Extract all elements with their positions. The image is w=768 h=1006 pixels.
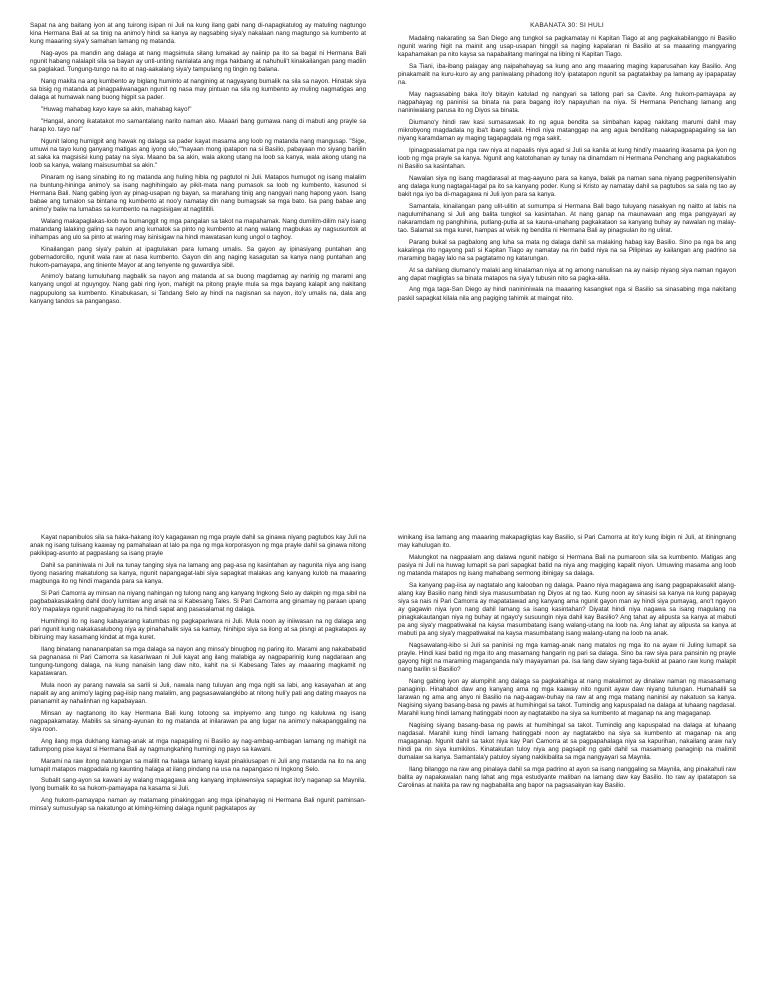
paragraph: Nang gabing iyon ay alumpihit ang dalaga sa pagkakahiga at nang makalimot ay dinalaw naman ng masasamang panaginip. Hinahabol daw ang kanyang ama ng mga kaaway nito ngunit ayaw daw niyang tulungan. Humahalili sa larawan ng ama ang anyo ni Basilio na nag-aagaw-buhay na raw at ang mga matang naninisi ay nakatuon sa kanya. Nagising siyang basang-basa ng pawis at humihingal sa takot. Tumindig ang kapuspalad na dalaga at luhaang nagdasal. Marahil kung hindi lamang hatinggabi noon ay nagtatakbo na siya sa kumbento at maganap na ang magaganap. [398, 677, 736, 718]
paragraph: Ngunit lalong humigpit ang hawak ng dalaga sa pader kayat masama ang loob ng matanda nang mangusap. "Sige, umuwi na tayo kung ganyang matigas ang iyong ulo,""hayaan mong ipatapon na si Basilio, pabayaan mo siyang bariilin at saka ka magsisisi kung patay na siya. Maano ba sa akin, wala akong utang na loob sa kanya, wala akong utang na loob sa kanya, walang maisusumbat sa akin." [30, 137, 366, 169]
paragraph: Humihingi ito ng isang kabayarang katumbas ng pagkapariwara ni Juli. Mula noon ay iniiwasan na ng dalaga ang pari ngunit kung nakakasalubong niya ay pinahahalik siya sa kamay, hinihipo siya sa ilong at sa pisngi at pagkatapos ay bibiruing may kasamang kindat at mga kuret. [30, 617, 366, 641]
paragraph: "Huwag mahabag kayo kaye sa akin, mahabag kayo!" [41, 105, 192, 113]
paragraph: Samantala, kinailangan pang ulit-ulitin at sumumpa si Hermana Bali bago tuluyang nasakyan ng naitto at labis na nagulumihanang si Juli ang balita tungkol sa kasintahan. At nang ganap na maunawaan ang mga pangyayari ay nakaramdam ng panghihina, putlang-putla at sa kauna-unahang pagkakataon sa kanyang buhay ay nawalan ng malay-tao. Salamat sa mga kuret, hampas at wisik ng bendita ni Hermana Bali ay pinagsulan ito ng ulirat. [398, 202, 736, 234]
paragraph: Ang mga taga-San Diego ay hindi nanininiwala na maaaring kasangket nga si Basilio sa sinasabing mga nakitang paskil sapagkat kilala nila ang pagiging tahimik at maingat nito. [398, 286, 736, 302]
paragraph: At sa dahilang diumano'y malaki ang kinalaman niya at ng among nanulisan na ay naisip niyang siya naman ngayon ang dapat magligtas sa binata matapos na siya'y tubusin nito sa pagka-alila. [398, 266, 736, 282]
paragraph: Nag-ayos pa mandin ang dalaga at nang magsimula silang lumakad ay naiinip pa ito sa bagal ni Hermana Bali ngunit habang nalalapit sila sa bayan ay unti-unting nanlalata ang mga hakbang at nahuhuli't kinakailangan pang madiin sa paglakad. Tungung-tungo na ito at nag-aakalang siya'y tampulang ng tingin ng balana. [30, 49, 366, 74]
bottom-left-column [30, 534, 366, 999]
chapter-title: KABANATA 30: SI HULI [530, 22, 604, 29]
paragraph: Walang makapaglakas-loob na bumanggit ng mga pangalan sa takot na mapahamak. Nang dumilim-dilim na'y isang matandang lalaking galing sa nayon ang kumatok sa pinto ng kumbento at nang walang magbukas ay nagsusuntok at inihampas ang ulo sa pinto at waring may isinisigaw na hindi mawatasan kung ungol o taghoy. [30, 217, 366, 241]
paragraph: Subalit sang-ayon sa kawani ay walang magagawa ang kanyang impluwensiya sapagkat ito'y naganap sa Maynila. Iyong bumalik ito sa hukom-pamayapa na kasama si Juli. [30, 777, 366, 793]
paragraph: Madaling nakarating sa San Diego ang tungkol sa pagkamatay ni Kapitan Tiago at ang pagkakabilanggo ni Basilio ngunit waring higit na mainit ang usap-usapan hinggil sa naging kapalaran ni Basilio at sa maaaring mangyaring kapahamakan pa nito kaysa sa napabalitang maringal na libing ni Kapitan Tiago. [398, 35, 736, 59]
paragraph: Nawalan siya ng isang magdarasal at mag-aayuno para sa kanya, balak pa naman sana niyang pagpenitensiyahin ang dalaga kung nagtagal-tagal pa ito sa kanyang poder. Kung si Kristo ay namatay dahil sa pagtubos sa sala ng tao ay bakit nga iyo ba di-magagawa ni Juli iyon para sa kanya. [398, 174, 736, 198]
paragraph: May nagsasabing baka ito'y bitayin katulad ng nangyari sa tatlong pari sa Cavite. Ang hukom-pamayapa ay nagpahayag ng paninisi sa binata na para bagang ito'y napayuhan na niya. Si Hermana Penchang lamang ang naniniwalang parusa ito ng Diyos sa binata. [398, 90, 736, 115]
top-left-column [30, 22, 366, 512]
paragraph: Mula noon ay parang nawala sa sarili si Juli, nawala nang tuluyan ang mga ngiti sa labi, ang kasayahan at ang napalit ay ang animo'y laging pag-iisip nang malalim, ang pagsasawalangkibo at nitong huli'y pati ang dating maayos na pananamit ay nahalinhan ng kapabayaan. [30, 681, 366, 705]
paragraph: Parang bukal sa pagbalong ang luha sa mata ng dalaga dahil sa malaking habag kay Basilio. Sino pa nga ba ang kakalinga rito ngayong patì si Kapitan Tiago ay namatay na rin batid niya na sa Pilipinas ay kailangan ang padrino sa maraming bagay lalo na sa pagtatamo ng katarungan. [398, 238, 736, 262]
paragraph: Sa kanyang pag-iisa ay nagtatalo ang kalooban ng dalaga. Paano niya magagawa ang isang pagpapakasakit alang-alang kay Basilio nang hindi siya masusumbatan ng Diyos at ng tao. Kung noon ay sinasisi sa kanya na kung papayag siya sa nais ni Pari Camorra ay mapatatawad ang kanyang ama ngunit gayon man ay hindi siya pumayag, ano't ngayon ay gagawin niya iyon nang dahil lamang sa isang kasintahan? Diyatat hindi niya nagawa sa isang magulang na pinagkakautangan niya ng buhay at ngayo'y susuungin niya dahil kay Basilio? Ang tahat ay alipusta sa kanya at mabuti pa ang siya'y magpatiwakal na kaysa masumbatang isang walang-utang na loob na. Ang lahat ay alipusta sa kanya at mabuti pa ang siya'y magpatiwakal na kaysa masumbatang isang walang-utang na loob na anak. [398, 581, 736, 638]
paragraph: Ang ilang mga dukhang kamag-anak at mga napagaling ni Basilio ay nag-ambag-ambagan lamang ng mahigit na tatlumpong pise kayat si Hermana Bali ay nagmungkahing humingi ng payo sa kawani. [30, 737, 366, 753]
paragraph: Nagsawalang-kibo si Juli sa paninisi ng mga kamag-anak nang matalos ng mga ito na ayaw ni Juling lumapit sa prayle. Hindi kasi batid ng mga ito ang masamang hangarin ng pari sa dalaga. Sino ba raw siya para pansinin ng prayle gayong higit na maraming maganganda na'y mayayaman pa. Isa lang daw siyang taga-bukid at paano raw kung malapit nang barilin si Basilio? [398, 641, 736, 674]
paragraph: Pinaram ng isang sinabing ito ng matanda ang huling hibla ng pagtutol ni Juli. Matapos humugot ng isang malalim na buntung-hininga animo'y sa isang naghihingalo ay pikit-mata nang pumasok sa loob ng kumbento, kasunod si Hermana Bali. Nang gabing iyon ay pinag-usapan ng bayan, sa marahang tinig ang nangyari nang hapong yaon. Isang babae ang tumalon sa bintana ng kumbento at noo'y namatay din nang bumagsak sa mga bato. Isa pang babae ang animo'y baliw na lumabas sa kumbento na nagsisigaw at nagtititili. [30, 173, 366, 213]
paragraph: Minsan ay nagtanong ito kay Hermana Bali kung totoong sa impiyerno ang tungo ng kaluluwa ng isang nagpapakamatay. Mabilis sa sinang-ayunan ito ng matanda at inilarawan pa ang lugar na animo'y nakapanggaling na siya roon. [30, 709, 366, 733]
paragraph: Ipinagpasalamat pa nga raw niya at napaalis niya agad si Juli sa kanila at kung hindi'y maaaring ikasama pa iyon ng loob ng mga prayle sa kanya. Ngunit ang katotohanan ay tunay na dinamdam ni Hermana Penchang ang pagkakatubos ni Basilio sa kasintahan. [398, 146, 736, 170]
paragraph: Ilang binatang nanananpatan sa mga dalaga sa nayon ang minsa'y binugbog ng paring ito. Marami ang nakababatid sa pagnanasa ni Pari Camorra sa kasariwaan ni Juli kayat ang ilang malabiga ay nagpaparinig kung nagdaraan ang tungung-tungong dalaga, na kung nanaisin lang daw nito, kahit na si Kabesang Tales ay maaaring magkamit ng kapatawaran. [30, 645, 366, 677]
paragraph: Nang makita na ang kumbento ay biglang huminto at nangining at nagyayang bumalik na sila sa nayon. Hinatak siya sa bisig ng matanda at pinagpaliwanagan ngunit ng nasa may pintuan na sila ng kumbento ay muling nagmatigas ang dalaga at humawak nang buong higpit sa pader. [30, 77, 366, 101]
paragraph: Kinailangan pang siya'y paluin at ipagtulakan para lumang umalis. Sa gayon ay ipinasiyang puntahan ang gobernadorcillo, ngunit wala raw at nasa kumbento. Gayon din ang naging kasagutan sa kanya nang puntahan ang hukom-pamayapa, ang tiniente Mayor at ang tenyente ng guwardiya sibil. [30, 245, 366, 269]
paragraph: Ilang bilanggo na raw ang pinalaya dahil sa mga padrino at ayon sa isang nanggaling sa Maynila, ang pinakahuli raw balita ay napakawalan nang lahat ang mga estudyante maliban na lamang daw kay Basilio. Ito raw ay ipatatapon sa Carolinas at nakita pa raw ng nagbabalita ang bapor na pagsasakyan kay Basilio. [398, 766, 736, 790]
paragraph: Marami na raw itong natulungan sa malilit na halaga lamang kayat pinakiusapan ni Juli ang matanda na ito na ang lumapit matapos magpadala ng kaunting halaga at ilang pindang na usa na napangaso ni Ingkong Selo. [30, 757, 366, 773]
paragraph: winikang iisa lamang ang maaaring makapagligtas kay Basilio, si Pari Camorra at ito'y kung ibigin ni Juli, at itiningnang may kahulugan ito. [398, 534, 736, 550]
paragraph: Kayat napanibulos sila sa haka-hakang ito'y kagagawan ng mga prayle dahil sa ginawa niyang pagtubos kay Juli na anak ng isang tulisang kaaway ng pamahalaan at lalo pa nga ng mga korporasyon ng mga prayle dahil sa ginawa nitong pakikipag-asunto at pagpaslang sa isang prayle [30, 534, 366, 558]
paragraph: Sa Tiani, iba-ibang palagay ang naipahahayag sa kung ano ang maaaring maging kaparusahan kay Basilio. Ang pinakamalit na kuru-kuro ay ang paniwalang pihadong ito'y ipatatapon ngunit sa pagtatakbay pa lamang ay ipapapatay na. [398, 62, 736, 87]
paragraph: Malungkot na nagpaalam ang dalawa ngunit nabigo si Hermana Bali na pumaroon sila sa kumbento. Matigas ang pasiya ni Juli na huwag lumapit sa pari sapagkat batid na niya ang magiging kapalit niyon. Umuwing masama ang loob ng matanda matapos ng isang mahabang sermong ibinigay sa dalaga. [398, 553, 736, 577]
bottom-right-column [398, 534, 736, 999]
paragraph: "Hangal, anong ikatatakot mo samantalang narito naman ako. Maaari bang gumawa nang di mabuti ang prayle sa harap ko. tayo na!" [30, 117, 366, 133]
paragraph: Ang hukom-pamayapa naman ay matamang pinakinggan ang mga ipinahayag ni Hermana Bali ngunit paminsan-minsa'y sumusulyap sa nakatungo at kiming-kiming dalaga ngunit pagkatapos ay [30, 797, 366, 813]
paragraph: Dahil sa paniniwala ni Juli na tunay tanging siya na lamang ang pag-asa ng kasintahan ay nagunita niya ang isang tiyong nasaring makatulong sa kanya, ngunit napangagat-labi siya sapagkat malakas ang kanyang kutob na maaaring magbunga ito ng hindi maganda para sa kanya. [30, 561, 366, 586]
paragraph: Sapat na ang baitang iyon at ang tuirong isipan ni Juli na kung ilang gabi nang di-napagkatulog ay matuling nagtungo kina Hermana Bali at sa tinig na animo'y hindi sa kanya ay nagsabing siya'y nakalaan nang magtungo sa kumbento at kung maaaring siya'y samahan lamang ng matanda. [30, 22, 366, 46]
top-right-column [398, 22, 736, 512]
paragraph: Si Pari Camorra ay minsan na niyang nahingan ng tulong nang ang kanyang Ingkong Selo ay dakpin ng mga sibil na pagbabakasakaling dahil doo'y lumitaw ang anak na si Kabesang Tales. Si Pari Camorra ang ginamay ng paraan upang ito'y mapalaya ngunit nagpahayag ito na hindi sapat ang pasasalamat ng dalaga. [30, 589, 366, 613]
paragraph: Diumano'y hindi raw kasi sumasawsak ito ng agua bendita sa simbahan kapag nakitang marumi dahil may mikrobyong magdadala ng iba't ibang sakit. Hindi niya matanggap na ang agua benditang nakapagpapagaling sa lan niyang karamdaman ay maging tagapagdala ng mga sakit. [398, 118, 736, 142]
paragraph: Nagising siyang basang-basa ng pawis at humihingal sa takot. Tumindig ang kapuspalad na dalaga at luhaang nagdasal. Marahil kung hindi lamang hatinggabi noon ay nagtatakbo na siya sa kumbento at maganap na ang magaganap. Ngunit dahil sa takot niya kay Pari Camorra at sa pagpapahalaga niya sa kapurihan, nakailang araw na'y hindi pa rin siya kumikilos. Kinatakutan tuloy niya ang pagsapit ng gabi dahil sa masamang panaginip na malimit dumalaw sa kanya. Samantala'y patuloy siyang nakikibalita sa mga nangyayari sa Maynila. [398, 721, 736, 762]
paragraph: Animo'y batang lumuluhang nagbalik sa nayon ang matanda at sa buong magdamag ay narinig ng marami ang kanyang ungol at nguyngoy. Nang gabi ring iyon, mahigit na pitong prayle mula sa mga bayang kalapit ang nakitang nagpupulong sa kumbento. Kinabukasan, si Tandang Selo ay hindi na nagisnan sa nayon, ito'y umalis na, dala ang kanyang tandos sa pangangaso. [30, 273, 366, 305]
